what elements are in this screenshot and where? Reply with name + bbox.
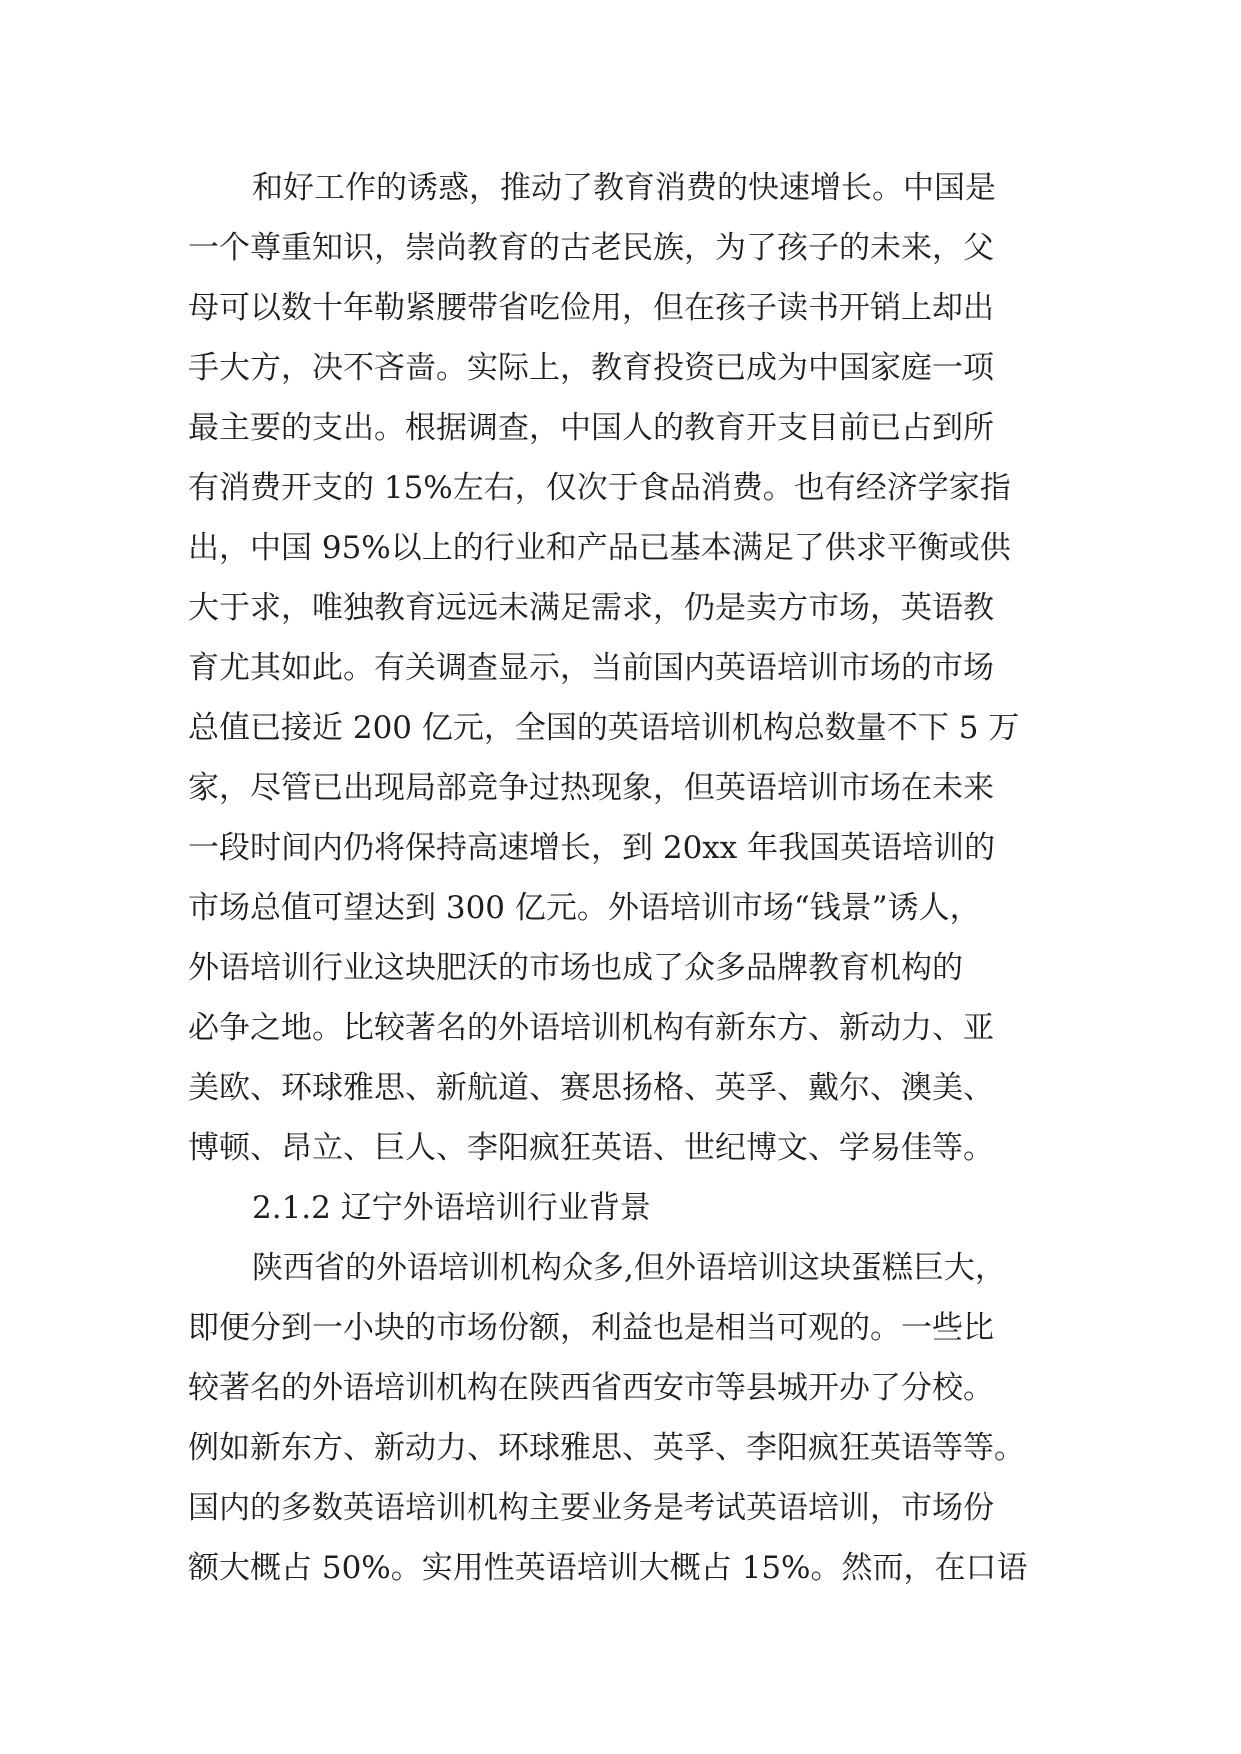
paragraph-line: 外语培训行业这块肥沃的市场也成了众多品牌教育机构的 [188, 950, 963, 986]
paragraph-line: 育尤其如此。有关调查显示，当前国内英语培训市场的市场 [188, 650, 994, 686]
paragraph-line: 即便分到一小块的市场份额，利益也是相当可观的。一些比 [188, 1310, 994, 1346]
paragraph-line: 最主要的支出。根据调查，中国人的教育开支目前已占到所 [188, 410, 994, 446]
paragraph-line: 出，中国 95%以上的行业和产品已基本满足了供求平衡或供 [188, 530, 1011, 566]
section-heading: 2.1.2 辽宁外语培训行业背景 [252, 1190, 651, 1226]
paragraph-line: 博顿、昂立、巨人、李阳疯狂英语、世纪博文、学易佳等。 [188, 1130, 994, 1166]
paragraph-line: 有消费开支的 15%左右，仅次于食品消费。也有经济学家指 [188, 470, 1011, 506]
paragraph-line: 一段时间内仍将保持高速增长，到 20xx 年我国英语培训的 [188, 830, 996, 866]
paragraph-line: 手大方，决不吝啬。实际上，教育投资已成为中国家庭一项 [188, 350, 994, 386]
paragraph-line: 例如新东方、新动力、环球雅思、英孚、李阳疯狂英语等等。 [188, 1430, 1025, 1466]
paragraph-line: 必争之地。比较著名的外语培训机构有新东方、新动力、亚 [188, 1010, 994, 1046]
paragraph-line: 陕西省的外语培训机构众多,但外语培训这块蛋糕巨大， [252, 1250, 1006, 1286]
paragraph-line: 大于求，唯独教育远远未满足需求，仍是卖方市场，英语教 [188, 590, 994, 626]
paragraph-line: 较著名的外语培训机构在陕西省西安市等县城开办了分校。 [188, 1370, 994, 1406]
paragraph-line: 母可以数十年勒紧腰带省吃俭用，但在孩子读书开销上却出 [188, 290, 994, 326]
paragraph-line: 市场总值可望达到 300 亿元。外语培训市场“钱景”诱人， [188, 890, 981, 926]
paragraph-line: 国内的多数英语培训机构主要业务是考试英语培训，市场份 [188, 1490, 994, 1526]
paragraph-line: 总值已接近 200 亿元，全国的英语培训机构总数量不下 5 万 [188, 710, 1020, 746]
paragraph-line: 家，尽管已出现局部竞争过热现象，但英语培训市场在未来 [188, 770, 994, 806]
paragraph-line: 美欧、环球雅思、新航道、赛思扬格、英孚、戴尔、澳美、 [188, 1070, 994, 1106]
paragraph-line: 和好工作的诱惑，推动了教育消费的快速增长。中国是 [252, 170, 996, 206]
paragraph-line: 一个尊重知识，崇尚教育的古老民族，为了孩子的未来，父 [188, 230, 994, 266]
body-text [188, 158, 1068, 1598]
paragraph-line: 额大概占 50%。实用性英语培训大概占 15%。然而，在口语 [188, 1550, 1028, 1586]
